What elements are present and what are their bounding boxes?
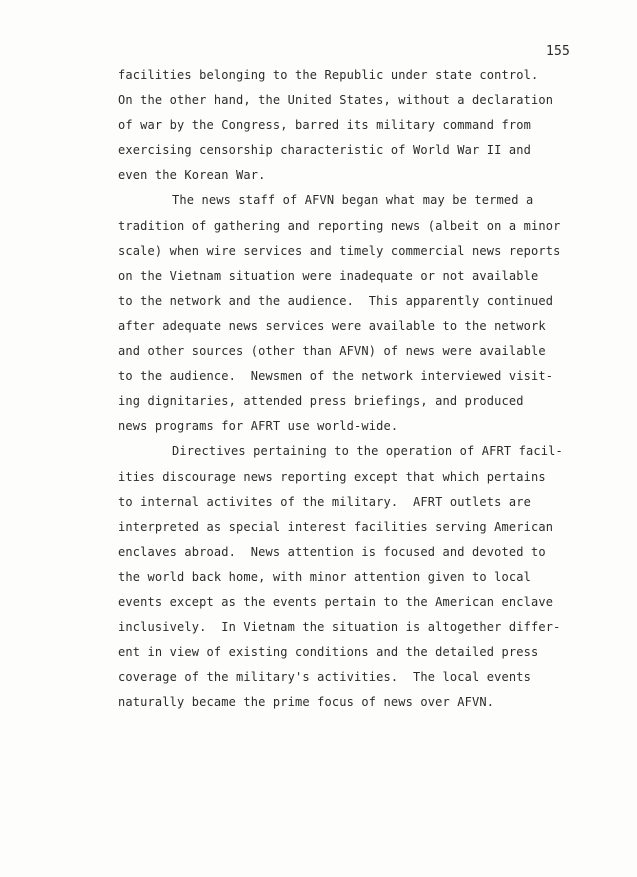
- text-line: interpreted as special interest facilities serving American: [118, 519, 554, 534]
- text-line: to the audience. Newsmen of the network interviewed visit-: [118, 369, 554, 384]
- text-line: coverage of the military's activities. The local events: [118, 670, 531, 685]
- text-line: tradition of gathering and reporting news (albeit on a minor: [118, 218, 561, 233]
- text-line: after adequate news services were available to the network: [118, 318, 546, 333]
- paragraph-first-line: Directives pertaining to the operation of AFRT facil-: [172, 444, 563, 459]
- text-line: of war by the Congress, barred its military command from: [118, 118, 531, 133]
- text-line: news programs for AFRT use world-wide.: [118, 419, 399, 434]
- text-line: facilities belonging to the Republic under state control.: [118, 68, 539, 82]
- text-line: to the network and the audience. This apparently continued: [118, 293, 554, 308]
- text-line: ing dignitaries, attended press briefings, and produced: [118, 394, 524, 409]
- text-line: exercising censorship characteristic of World War II and: [118, 143, 531, 158]
- text-line: even the Korean War.: [118, 168, 266, 183]
- text-line: and other sources (other than AFVN) of news were available: [118, 344, 546, 359]
- text-line: inclusively. In Vietnam the situation is altogether differ-: [118, 620, 561, 635]
- text-line: events except as the events pertain to the American enclave: [118, 594, 554, 609]
- text-line: the world back home, with minor attention given to local: [118, 569, 531, 584]
- body-text: [118, 63, 598, 715]
- text-line: to internal activites of the military. AFRT outlets are: [118, 494, 531, 509]
- text-line: on the Vietnam situation were inadequate or not available: [118, 268, 539, 283]
- text-line: On the other hand, the United States, without a declaration: [118, 93, 554, 108]
- paragraph-first-line: The news staff of AFVN began what may be termed a: [172, 193, 534, 208]
- page-number: 155: [546, 44, 570, 59]
- text-line: naturally became the prime focus of news over AFVN.: [118, 695, 495, 710]
- text-line: enclaves abroad. News attention is focused and devoted to: [118, 544, 546, 559]
- text-line: ities discourage news reporting except that which pertains: [118, 469, 546, 484]
- text-line: ent in view of existing conditions and the detailed press: [118, 645, 539, 660]
- text-line: scale) when wire services and timely commercial news reports: [118, 243, 561, 258]
